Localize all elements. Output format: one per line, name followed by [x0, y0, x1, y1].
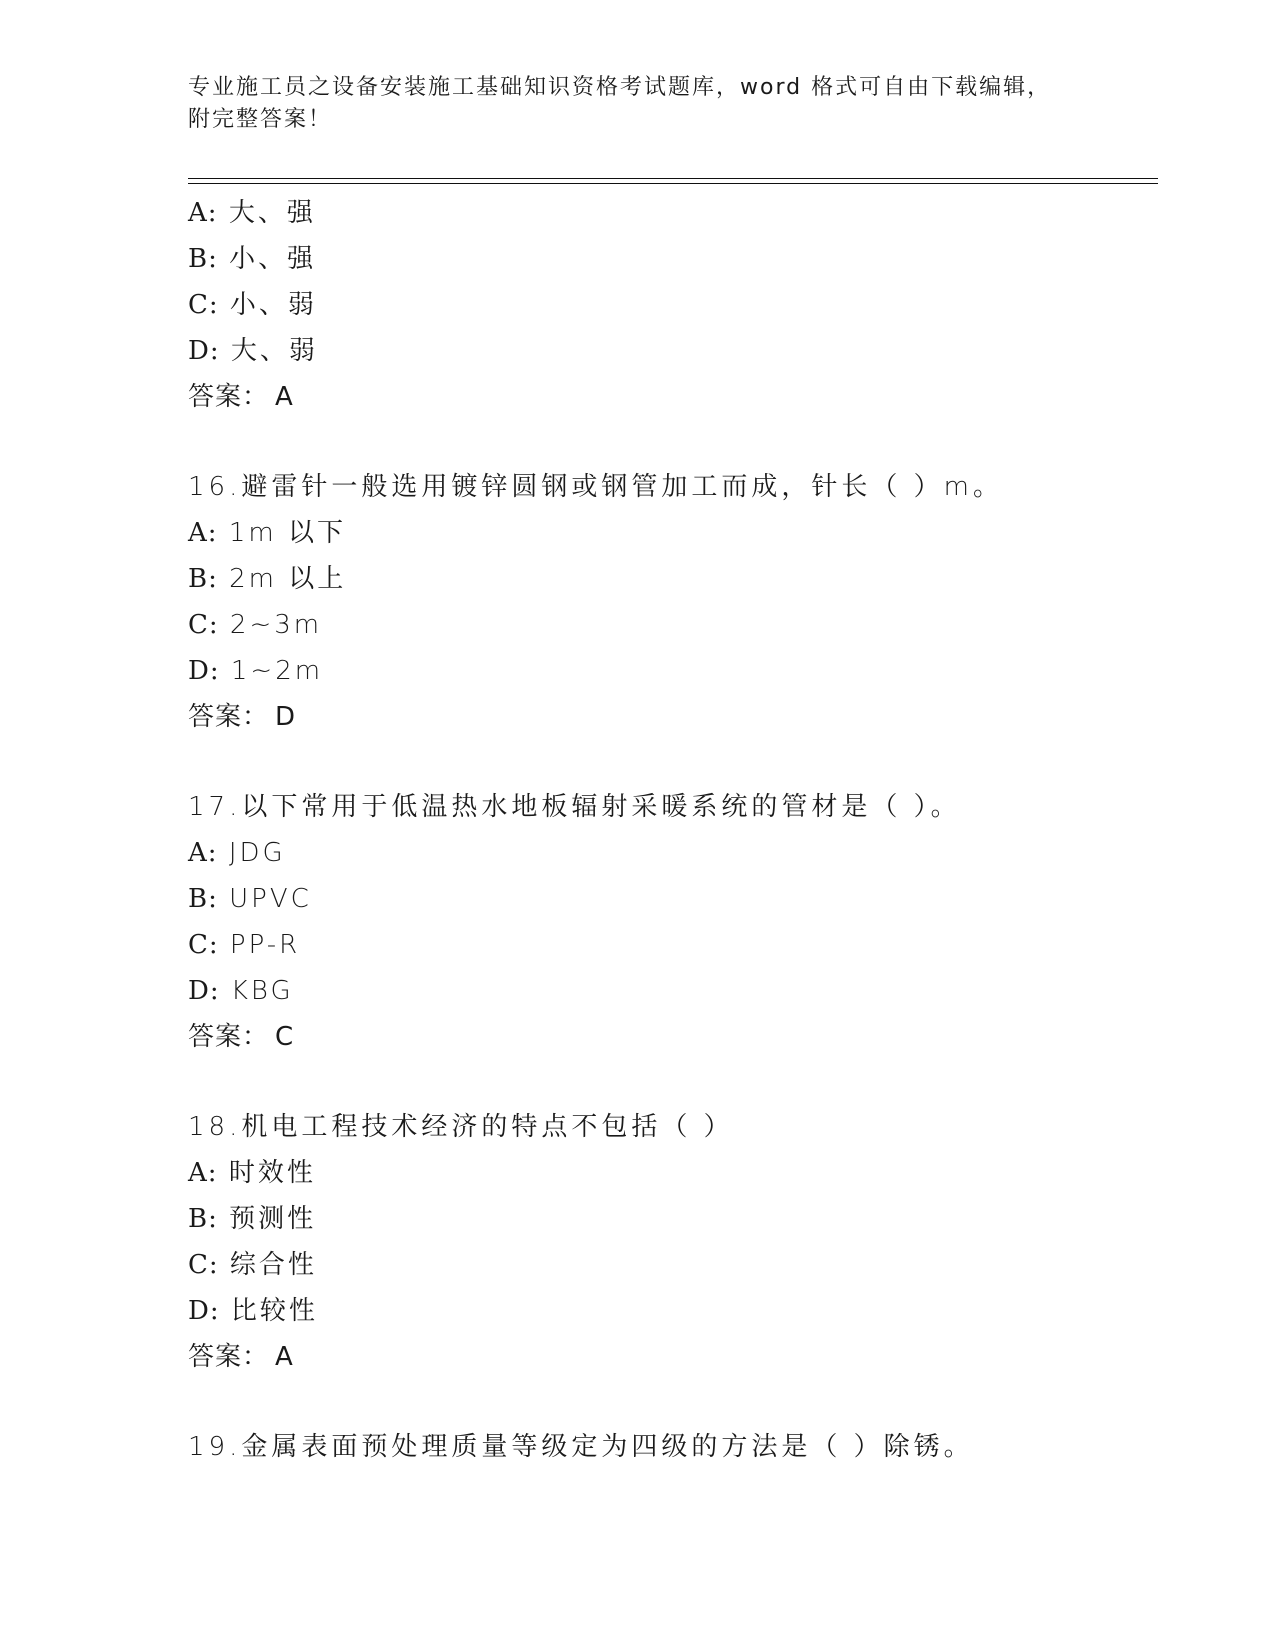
- header-divider-top: [188, 178, 1158, 179]
- question-text: 16.避雷针一般选用镀锌圆钢或钢管加工而成，针长（ ）m。: [188, 472, 1003, 502]
- spacer: [188, 740, 1158, 784]
- option-text: UPVC: [229, 884, 312, 914]
- option-c: [188, 282, 1158, 328]
- option-d: [188, 1288, 1158, 1334]
- option-label: B:: [188, 564, 218, 594]
- option-text: 大、弱: [230, 336, 318, 366]
- document-header: [188, 72, 1068, 136]
- option-a: [188, 1150, 1158, 1196]
- answer-line: [188, 694, 1158, 740]
- spacer: [188, 1380, 1158, 1424]
- option-text: 预测性: [229, 1204, 317, 1234]
- option-label: A:: [188, 518, 218, 548]
- option-label: D:: [188, 976, 220, 1006]
- option-label: A:: [188, 198, 218, 228]
- option-a: [188, 830, 1158, 876]
- option-label: B:: [188, 1204, 218, 1234]
- option-label: C:: [188, 610, 219, 640]
- option-text: 大、强: [228, 198, 316, 228]
- answer-label: 答案：: [188, 1342, 270, 1372]
- option-label: C:: [188, 1250, 219, 1280]
- option-label: C:: [188, 290, 219, 320]
- option-b: [188, 876, 1158, 922]
- answer-value: A: [275, 1342, 294, 1372]
- answer-line: [188, 1014, 1158, 1060]
- answer-line: [188, 374, 1158, 420]
- option-text: 综合性: [229, 1250, 317, 1280]
- option-text: 1~2m: [230, 656, 324, 686]
- option-text: 2m 以上: [229, 564, 347, 594]
- answer-label: 答案：: [188, 702, 270, 732]
- option-b: [188, 236, 1158, 282]
- question-text: 18.机电工程技术经济的特点不包括（ ）: [188, 1112, 734, 1142]
- option-text: 小、强: [229, 244, 317, 274]
- question-text: 19.金属表面预处理质量等级定为四级的方法是（ ）除锈。: [188, 1432, 974, 1462]
- option-label: A:: [188, 838, 218, 868]
- option-label: C:: [188, 930, 219, 960]
- answer-line: [188, 1334, 1158, 1380]
- option-label: D:: [188, 656, 220, 686]
- option-c: [188, 602, 1158, 648]
- question-19: [188, 1424, 1158, 1470]
- header-line-2: 附完整答案！: [188, 107, 333, 132]
- option-text: 2~3m: [229, 610, 323, 640]
- spacer: [188, 420, 1158, 464]
- option-label: A:: [188, 1158, 218, 1188]
- option-a: [188, 510, 1158, 556]
- option-label: B:: [188, 244, 218, 274]
- option-d: [188, 968, 1158, 1014]
- option-a: [188, 190, 1158, 236]
- spacer: [188, 1060, 1158, 1104]
- question-18: [188, 1104, 1158, 1380]
- header-line-1: 专业施工员之设备安装施工基础知识资格考试题库，word 格式可自由下载编辑，: [188, 75, 1052, 100]
- option-text: PP-R: [229, 930, 301, 960]
- option-text: 比较性: [230, 1296, 318, 1326]
- answer-label: 答案：: [188, 1022, 270, 1052]
- option-d: [188, 648, 1158, 694]
- option-text: KBG: [230, 976, 294, 1006]
- option-c: [188, 1242, 1158, 1288]
- option-label: D:: [188, 336, 220, 366]
- answer-value: C: [275, 1022, 295, 1052]
- option-label: B:: [188, 884, 218, 914]
- option-label: D:: [188, 1296, 220, 1326]
- option-text: 1m 以下: [228, 518, 346, 548]
- answer-value: A: [275, 382, 294, 412]
- question-15: [188, 190, 1158, 420]
- option-text: 时效性: [228, 1158, 316, 1188]
- option-b: [188, 1196, 1158, 1242]
- option-d: [188, 328, 1158, 374]
- question-list: [188, 190, 1158, 1470]
- answer-label: 答案：: [188, 382, 270, 412]
- question-17: [188, 784, 1158, 1060]
- option-c: [188, 922, 1158, 968]
- option-b: [188, 556, 1158, 602]
- header-divider-bottom: [188, 183, 1158, 184]
- answer-value: D: [275, 702, 297, 732]
- option-text: 小、弱: [229, 290, 317, 320]
- option-text: JDG: [228, 838, 286, 868]
- question-16: [188, 464, 1158, 740]
- question-text: 17.以下常用于低温热水地板辐射采暖系统的管材是（ ）。: [188, 792, 961, 822]
